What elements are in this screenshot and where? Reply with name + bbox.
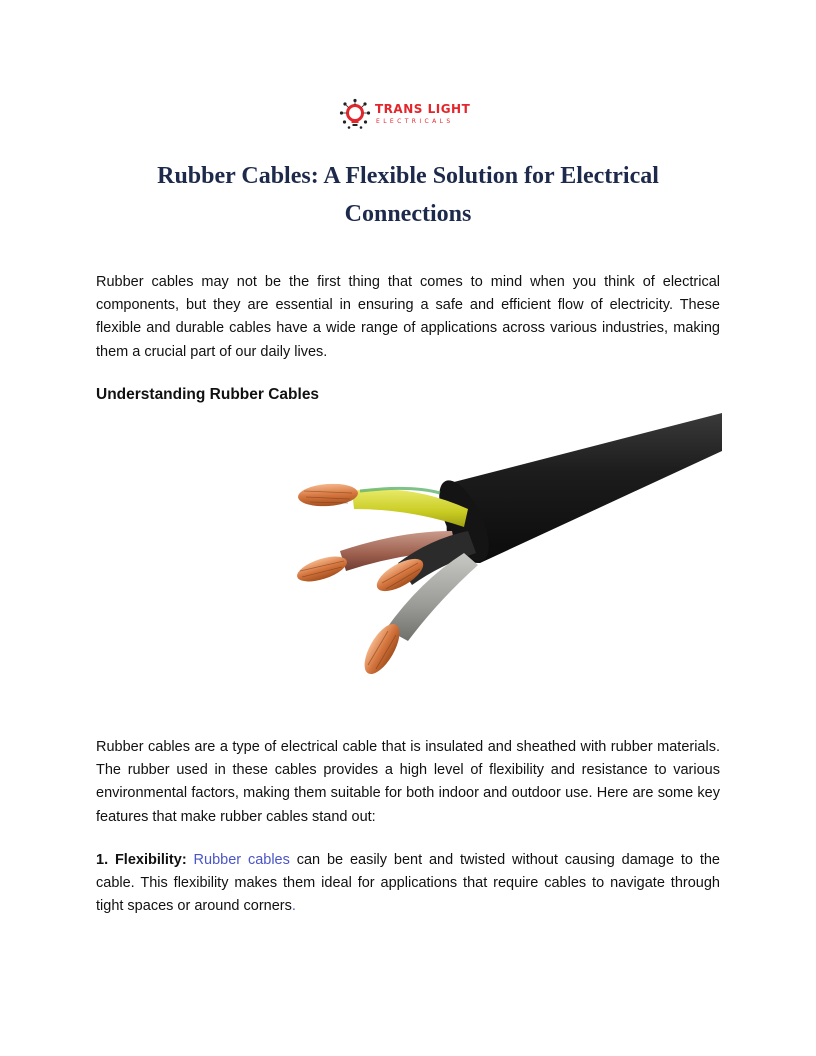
feature-flexibility-paragraph xyxy=(96,849,720,919)
rubber-cables-link[interactable]: Rubber cables xyxy=(193,852,290,868)
trans-light-logo xyxy=(339,98,479,130)
rubber-cable-image xyxy=(290,413,722,685)
feature-label: 1. Flexibility: xyxy=(96,852,187,868)
feature-end: . xyxy=(291,898,296,915)
logo-brand-name: TRANS LIGHT xyxy=(375,102,471,116)
page-title: Rubber Cables: A Flexible Solution for Electrical Connections xyxy=(157,163,659,227)
feature-text: can be easily bent and twisted without causing damage to the cable. This flexibility makes them ideal for applications that require cables to navigate through tight spaces or around corners xyxy=(96,852,721,915)
logo-subtitle: ELECTRICALS xyxy=(376,118,454,125)
section-heading: Understanding Rubber Cables xyxy=(96,386,320,403)
intro-paragraph: Rubber cables may not be the first thing that comes to mind when you think of electrical components, but they are essential in ensuring a safe and efficient flow of electricity. These flexible and durable cables have a wide range of applications across various industries, making them a crucial part of our daily lives. xyxy=(96,274,720,360)
body-paragraph: Rubber cables are a type of electrical cable that is insulated and sheathed with rubber materials. The rubber used in these cables provides a high level of flexibility and resistance to various environmental factors, making them suitable for both indoor and outdoor use. Here are some key features that make rubber cables stand out: xyxy=(96,739,720,825)
lightbulb-logo-icon xyxy=(339,98,371,130)
